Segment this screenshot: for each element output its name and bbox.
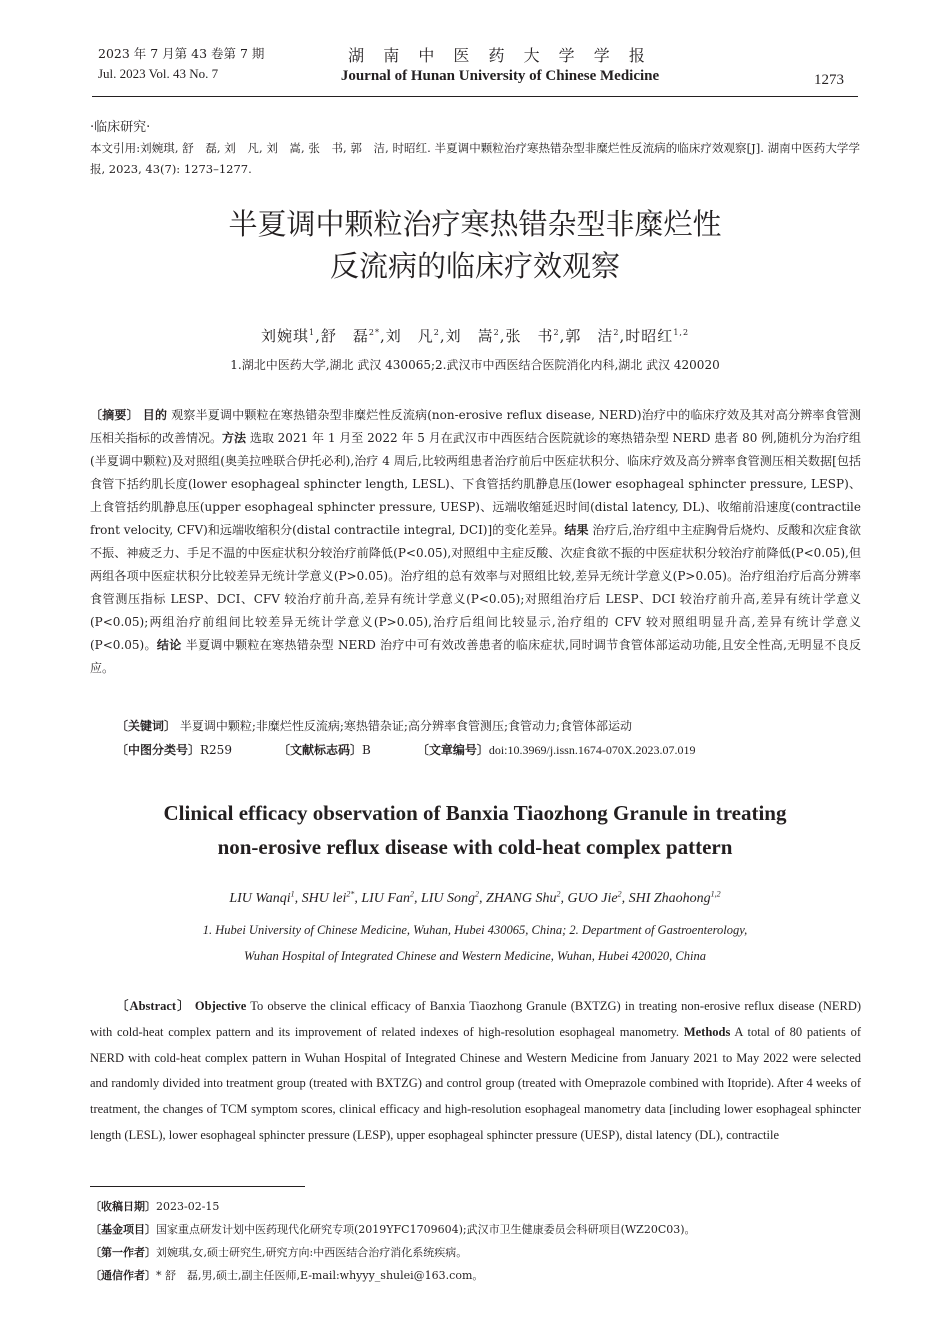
issue-cn: 2023 年 7 月第 43 卷第 7 期: [98, 46, 265, 61]
page-number: 1273: [814, 72, 844, 88]
journal-name: [300, 46, 700, 86]
fund-label: 〔基金项目〕: [90, 1223, 156, 1236]
affiliation-en: [90, 917, 860, 969]
received-label: 〔收稿日期〕: [90, 1200, 156, 1213]
affiliation-en-line1: 1. Hubei University of Chinese Medicine, Wuhan, Hubei 430065, China; 2. Department of Gastroenterology,: [202, 923, 748, 937]
issue-info: [98, 44, 264, 84]
abstract-cn-label: 〔摘要〕: [90, 408, 139, 422]
conclusion-text-cn: 半夏调中颗粒在寒热错杂型 NERD 治疗中可有效改善患者的临床症状,同时调节食管体部运动功能,且安全性高,无明显不良反应。: [90, 638, 861, 675]
footnote-fund: [90, 1218, 861, 1241]
methods-text-en: A total of 80 patients of NERD with cold-heat complex pattern in Wuhan Hospital of Integrated Chinese and Western Medicine from January 2021 to May 2022 were selected and randomly divided into treatment group (treated with BXTZG) and control group (treated with Omeprazole combined with Itopride). After 4 weeks of treatment, the changes of TCM symptom scores, clinical efficacy and high-resolution esophageal manometry data [including lower esophageal sphincter length (LESL), lower esophageal sphincter pressure (LESP), upper esophageal sphincter pressure (UESP), distal latency (DL), contractile: [90, 1024, 861, 1142]
header-divider: [92, 96, 858, 97]
objective-label-en: Objective: [194, 999, 247, 1013]
authors-en: LIU Wanqi$^1$, SHU lei$^{2*}$, LIU Fan$^2$, LIU Song$^2$, ZHANG Shu$^2$, GUO Jie$^2$, SHI Zhaohong$^{1,2}$: [229, 889, 721, 906]
article-id-value: doi:10.3969/j.issn.1674-070X.2023.07.019: [488, 743, 696, 757]
title-en-line2: non-erosive reflux disease with cold-heat complex pattern: [217, 835, 733, 859]
doc-code-label: 〔文献标志码〕: [277, 743, 362, 757]
author-name: 刘 凡: [385, 327, 434, 345]
author-name-en: ZHANG Shu: [486, 891, 557, 906]
affiliation-en-line2: Wuhan Hospital of Integrated Chinese and Western Medicine, Wuhan, Hubei 420020, China: [244, 949, 706, 963]
article-id-item: [417, 743, 696, 757]
footnotes: [90, 1195, 861, 1287]
doc-code-value: B: [361, 743, 371, 757]
methods-label-en: Methods: [683, 1024, 731, 1039]
journal-name-cn: 湖 南 中 医 药 大 学 学 报: [348, 46, 652, 65]
author-name-en: SHI Zhaohong: [628, 891, 711, 906]
keywords-text: 半夏调中颗粒;非糜烂性反流病;寒热错杂证;高分辨率食管测压;食管动力;食管体部运动: [179, 719, 633, 733]
author-sup-en: 1: [290, 889, 295, 899]
author-sup-en: 2: [409, 889, 414, 899]
title-en: [90, 796, 860, 864]
author-sup: 1,2: [673, 328, 690, 337]
title-cn-line2: 反流病的临床疗效观察: [329, 249, 620, 283]
results-label-cn: 结果: [564, 523, 589, 537]
journal-name-en: Journal of Hunan University of Chinese Medicine: [340, 68, 660, 84]
conclusion-label-cn: 结论: [156, 638, 182, 652]
methods-text-cn: 选取 2021 年 1 月至 2022 年 5 月在武汉市中西医结合医院就诊的寒热错杂型 NERD 患者 80 例,随机分为治疗组(半夏调中颗粒)及对照组(奥美拉唑联合伊托必利),治疗 4 周后,比较两组患者治疗前后中医症状积分、临床疗效及高分辨率食管测压相关数据[包括食管下括约肌长度(lower esophageal sphincter length, LESL)、下食管括约肌静息压(lower esophageal sphincter pressure, LESP)、上食管括约肌静息压(upper esophageal sphincter pressure, UESP)、远端收缩延迟时间(distal latency, DL)、收缩前沿速度(contractile front velocity, CFV)和远端收缩积分(distal contractile integral, DCI)]的变化差异。: [90, 431, 861, 537]
keywords-label: 〔关键词〕: [116, 719, 177, 733]
corresponding-label: 〔通信作者〕: [90, 1269, 156, 1282]
author-sup: 2: [553, 328, 560, 337]
author-name: 舒 磊: [320, 327, 369, 345]
affiliation-cn: 1.湖北中医药大学,湖北 武汉 430065;2.武汉市中西医结合医院消化内科,湖北 武汉 420020: [230, 358, 720, 372]
keywords: [116, 715, 861, 738]
classification-row: [116, 739, 861, 762]
authors-cn: 刘婉琪$^1$,舒 磊$^{2*}$,刘 凡$^2$,刘 嵩$^2$,张 书$^2$,郭 洁$^2$,时昭红$^{1,2}$: [260, 327, 690, 345]
author-sup-en: 1,2: [710, 889, 721, 899]
footnote-divider: [90, 1186, 305, 1187]
author-sup-en: 2*: [346, 889, 355, 899]
author-sup-en: 2: [617, 889, 622, 899]
abstract-en: [90, 994, 861, 1149]
author-name-en: LIU Song: [420, 891, 476, 906]
fund-text: 国家重点研发计划中医药现代化研究专项(2019YFC1709604);武汉市卫生健康委员会科研项目(WZ20C03)。: [156, 1223, 696, 1236]
author-sup-en: 2: [556, 889, 561, 899]
author-sup: 2: [613, 328, 620, 337]
doc-code-item: [278, 739, 371, 762]
title-en-line1: Clinical efficacy observation of Banxia Tiaozhong Granule in treating: [163, 801, 787, 825]
author-name: 郭 洁: [565, 327, 614, 345]
citation: 本文引用:刘婉琪, 舒 磊, 刘 凡, 刘 嵩, 张 书, 郭 洁, 时昭红. 半夏调中颗粒治疗寒热错杂型非糜烂性反流病的临床疗效观察[J]. 湖南中医药大学学报, 2023, 43(7): 1273–1277.: [90, 141, 860, 176]
author-name: 时昭红: [625, 327, 674, 345]
results-text-cn: 治疗后,治疗组中主症胸骨后烧灼、反酸和次症食欲不振、神疲乏力、手足不温的中医症状积分较治疗前降低(P<0.05),对照组中主症反酸、次症食欲不振的中医症状积分较治疗前降低(P<0.05),但两组各项中医症状积分比较差异无统计学意义(P>0.05)。治疗组的总有效率与对照组比较,差异无统计学意义(P>0.05)。治疗组治疗后高分辨率食管测压指标 LESP、DCI、CFV 较治疗前升高,差异有统计学意义(P<0.05);对照组治疗后 LESP、DCI 较治疗前升高,差异有统计学意义(P<0.05);两组治疗前组间比较差异无统计学意义(P>0.05),治疗后组间比较显示,治疗组的 CFV 较对照组明显升高,差异有统计学意义(P<0.05)。: [90, 523, 861, 652]
objective-text-en: To observe the clinical efficacy of Banxia Tiaozhong Granule (BXTZG) in treating non-erosive reflux disease (NERD) with cold-heat complex pattern and its improvement of related indexes of high-resolution esophageal manometry.: [90, 999, 862, 1039]
author-sup: 2: [433, 328, 440, 337]
corresponding-text: * 舒 磊,男,硕士,副主任医师,E-mail:whyyy_shulei@163.com。: [156, 1269, 484, 1282]
author-name-en: LIU Wanqi: [229, 891, 291, 906]
author-sup: 2*: [368, 328, 380, 337]
author-sup-en: 2: [475, 889, 480, 899]
clc-item: [116, 739, 232, 762]
title-cn: [100, 203, 850, 287]
clc-label: 〔中图分类号〕: [116, 743, 201, 757]
section-label: ·临床研究·: [90, 120, 151, 135]
author-name-en: GUO Jie: [567, 891, 618, 906]
objective-text-cn: 观察半夏调中颗粒在寒热错杂型非糜烂性反流病(non-erosive reflux disease, NERD)治疗中的临床疗效及其对高分辨率食管测压相关指标的改善情况。: [90, 408, 861, 445]
methods-label-cn: 方法: [222, 431, 247, 445]
footnote-received: [90, 1195, 861, 1218]
title-cn-line1: 半夏调中颗粒治疗寒热错杂型非糜烂性: [228, 207, 722, 241]
first-author-label: 〔第一作者〕: [90, 1246, 156, 1259]
abstract-en-label: 〔Abstract〕: [116, 999, 191, 1013]
author-name-en: SHU lei: [301, 891, 347, 906]
author-name: 刘婉琪: [260, 327, 309, 345]
footnote-corresponding: [90, 1264, 861, 1287]
first-author-text: 刘婉琪,女,硕士研究生,研究方向:中西医结合治疗消化系统疾病。: [156, 1246, 468, 1259]
objective-label-cn: 目的: [142, 408, 168, 422]
abstract-cn: [90, 404, 861, 680]
article-id-label: 〔文章编号〕: [416, 743, 489, 757]
author-name: 刘 嵩: [445, 327, 494, 345]
author-sup: 2: [493, 328, 500, 337]
footnote-first-author: [90, 1241, 861, 1264]
received-date: 2023-02-15: [156, 1200, 220, 1213]
author-sup: 1: [308, 328, 316, 337]
clc-value: R259: [200, 743, 232, 757]
author-name-en: LIU Fan: [361, 891, 410, 906]
issue-en: Jul. 2023 Vol. 43 No. 7: [98, 66, 219, 81]
author-name: 张 书: [505, 327, 554, 345]
